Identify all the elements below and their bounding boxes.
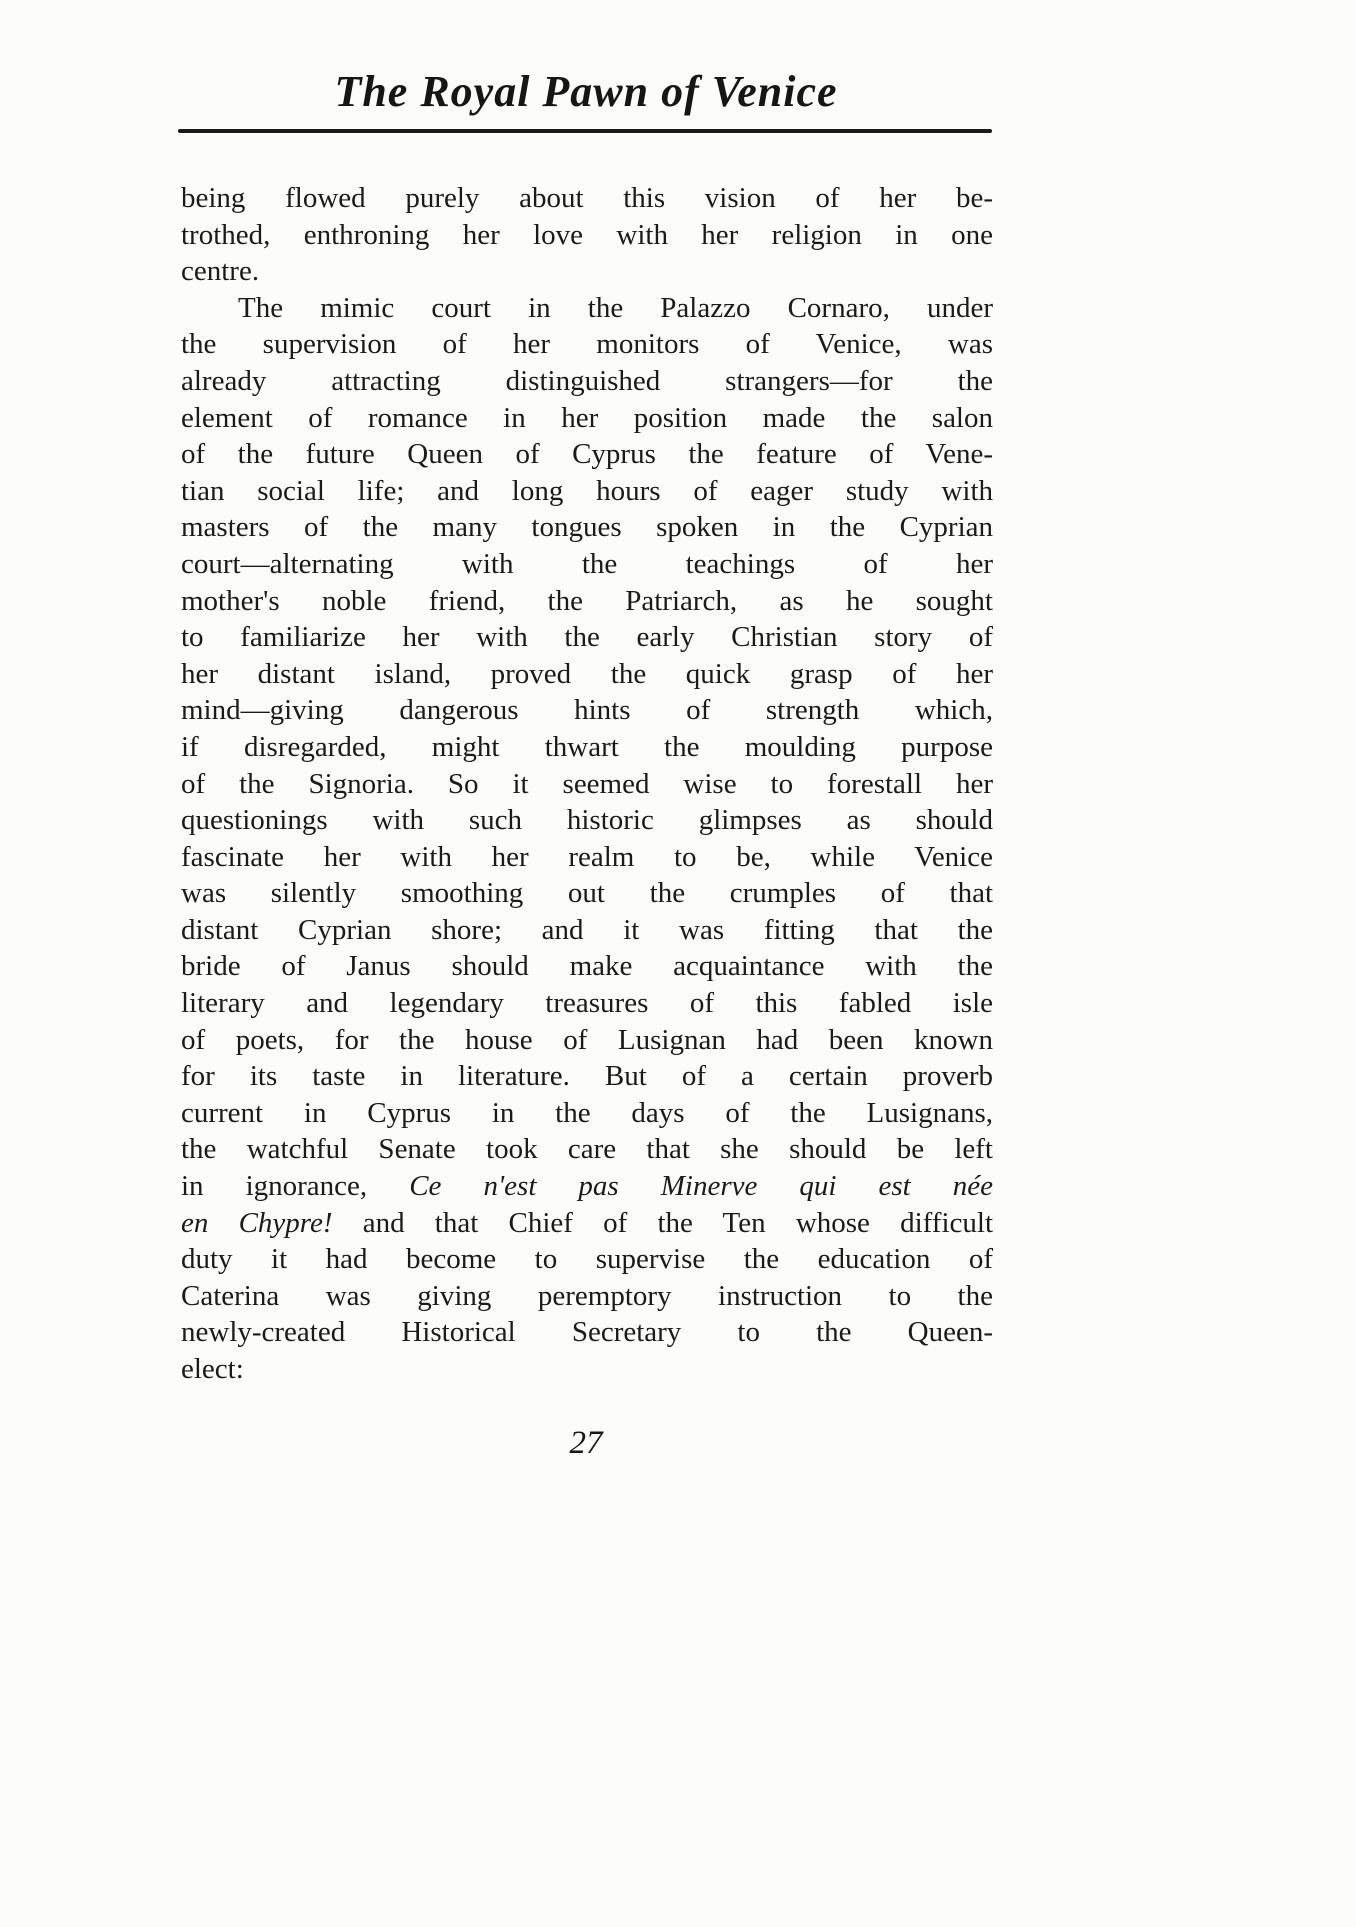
- page-number: 27: [569, 1425, 603, 1461]
- text-line: tian social life; and long hours of eager study with: [181, 474, 993, 507]
- text-line: masters of the many tongues spoken in the Cyprian: [181, 511, 993, 544]
- text-line: if disregarded, might thwart the moulding purpose: [181, 730, 993, 763]
- text-line: mother's noble friend, the Patriarch, as he sought: [181, 584, 993, 617]
- text-line: of the future Queen of Cyprus the feature of Vene-: [181, 438, 993, 471]
- text-line: distant Cyprian shore; and it was fitting that the: [181, 913, 993, 946]
- page-header-title: The Royal Pawn of Venice: [334, 67, 838, 116]
- text-line: current in Cyprus in the days of the Lusignans,: [181, 1096, 993, 1129]
- text-line: literary and legendary treasures of this fabled isle: [181, 987, 993, 1020]
- text-line: questionings with such historic glimpses as should: [181, 804, 993, 837]
- text-line: duty it had become to supervise the education of: [181, 1243, 993, 1276]
- text-line: elect:: [181, 1353, 244, 1385]
- text-line: en Chypre! and that Chief of the Ten whose difficult: [181, 1206, 994, 1239]
- text-line: the supervision of her monitors of Venice, was: [181, 328, 993, 361]
- text-line: in ignorance, Ce n'est pas Minerve qui est née: [181, 1170, 993, 1203]
- text-line: her distant island, proved the quick grasp of her: [181, 657, 993, 690]
- text-line: was silently smoothing out the crumples of that: [181, 877, 993, 910]
- text-line: fascinate her with her realm to be, while Venice: [181, 840, 993, 873]
- text-line: the watchful Senate took care that she should be left: [181, 1133, 993, 1166]
- text-line: The mimic court in the Palazzo Cornaro, under: [238, 291, 993, 324]
- text-line: trothed, enthroning her love with her religion in one: [181, 218, 993, 251]
- text-line: of poets, for the house of Lusignan had been known: [181, 1023, 993, 1056]
- text-line: element of romance in her position made the salon: [181, 401, 993, 434]
- text-line: Caterina was giving peremptory instruction to the: [181, 1279, 993, 1312]
- text-line: to familiarize her with the early Christian story of: [181, 621, 993, 654]
- text-line: being flowed purely about this vision of her be-: [181, 182, 993, 214]
- text-line: bride of Janus should make acquaintance with the: [181, 950, 993, 983]
- text-line: already attracting distinguished strangers—for the: [181, 364, 993, 397]
- text-line: mind—giving dangerous hints of strength which,: [181, 694, 993, 727]
- text-line: centre.: [181, 255, 260, 288]
- text-line: court—alternating with the teachings of her: [181, 547, 993, 580]
- text-block: [181, 180, 993, 1388]
- text-line: of the Signoria. So it seemed wise to forestall her: [181, 767, 993, 800]
- header-rule: [178, 129, 992, 133]
- text-line: for its taste in literature. But of a certain proverb: [181, 1060, 993, 1093]
- text-line: newly-created Historical Secretary to the Queen-: [181, 1316, 993, 1349]
